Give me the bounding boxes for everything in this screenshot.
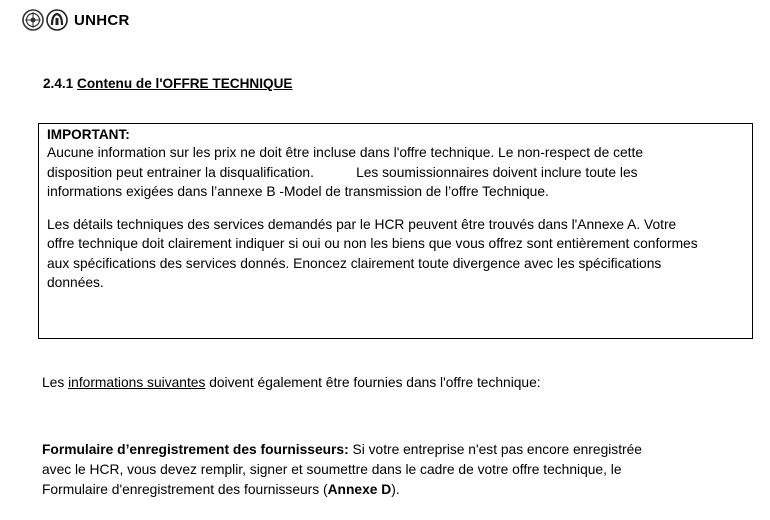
notice-paragraph-pricing: Aucune information sur les prix ne doit être incluse dans l'offre technique. Le non-respect de cette disposition peut entrainer la disqualification. Les soumissionnaires doivent inclure toute les informations exigées dans l’annexe B -Model de transmission de l’offre Technique. bbox=[47, 145, 643, 199]
unhcr-emblem-icon bbox=[46, 9, 68, 31]
un-emblem-icon bbox=[22, 9, 44, 31]
info-underlined-phrase: informations suivantes bbox=[68, 375, 206, 390]
important-notice-box bbox=[38, 123, 753, 339]
section-title: Contenu de l'OFFRE TECHNIQUE bbox=[77, 76, 293, 91]
info-paragraph: Les informations suivantes doivent également être fournies dans l'offre technique: bbox=[42, 375, 541, 390]
notice-paragraph-specifications: Les détails techniques des services demandés par le HCR peuvent être trouvés dans l'Annexe A. Votre offre technique doit clairement indiquer si oui ou non les biens que vous offrez sont entièrement conformes aux spécifications des services donnés. Enoncez clairement toute divergence avec les spécifications données. bbox=[47, 216, 698, 290]
registration-form-paragraph: Formulaire d’enregistrement des fournisseurs: Si votre entreprise n'est pas encore enregistrée avec le HCR, vous devez remplir, signer et soumettre dans le cadre de votre offre technique, le Formulaire d'enregistrement des fournisseurs (Annexe D). bbox=[42, 442, 642, 497]
org-name: UNHCR bbox=[74, 11, 130, 29]
important-label: IMPORTANT: bbox=[47, 127, 130, 142]
registration-form-label: Formulaire d’enregistrement des fournisseurs: bbox=[42, 442, 349, 457]
page-header bbox=[22, 9, 130, 31]
section-heading bbox=[43, 76, 292, 91]
annex-d-reference: Annexe D bbox=[327, 482, 392, 497]
section-number: 2.4.1 bbox=[43, 76, 74, 91]
